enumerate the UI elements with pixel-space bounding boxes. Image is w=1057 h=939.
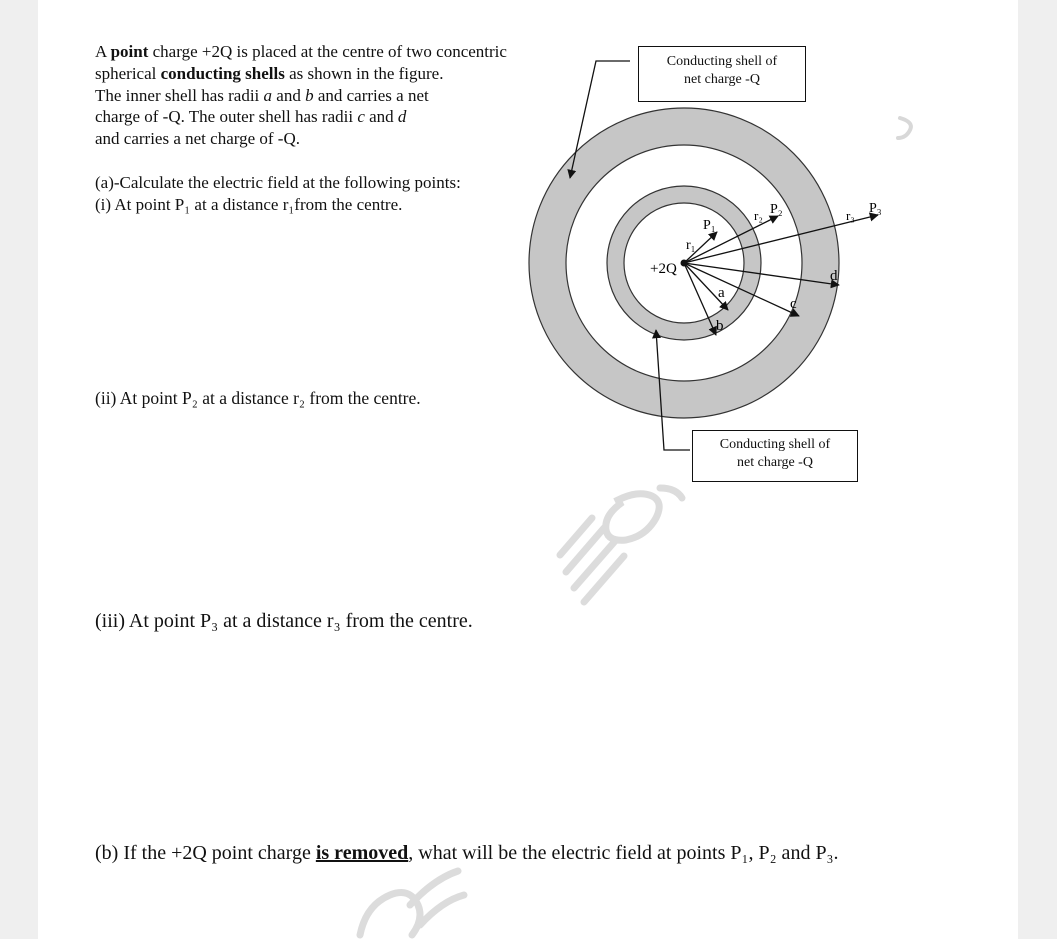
charge-label: +2Q (650, 261, 677, 277)
label-p2: P₂ (770, 202, 783, 217)
question-a-heading: (a)-Calculate the electric field at the following points: (95, 173, 461, 192)
label-p3: P₃ (869, 201, 882, 216)
intro-line-4: charge of -Q. The outer shell has radii c and d (95, 107, 407, 127)
intro-line-5: and carries a net charge of -Q. (95, 129, 300, 149)
intro-line-2: spherical conducting shells as shown in the figure. (95, 63, 444, 83)
label-c: c (790, 296, 797, 312)
label-b: b (716, 318, 724, 334)
label-a: a (718, 285, 725, 301)
intro-line-1: A point charge +2Q is placed at the centre of two concentric (95, 42, 507, 61)
label-d: d (830, 268, 838, 284)
intro-line-3: The inner shell has radii a and b and carries a net (95, 85, 429, 105)
question-a-i: (i) At point P₁ at a distance r₁from the centre. (95, 194, 403, 214)
label-r2: r₂ (754, 208, 763, 223)
inner-shell-callout-line2: net charge -Q (737, 455, 813, 470)
inner-shell-callout-line1: Conducting shell of (719, 437, 831, 452)
label-r1: r₁ (686, 238, 696, 253)
outer-shell-callout-line1: Conducting shell of (666, 54, 778, 69)
label-r3: r₃ (846, 208, 855, 223)
question-a-iii: (iii) At point P₃ at a distance r₃ from the centre. (95, 610, 473, 632)
question-b: (b) If the +2Q point charge is removed, what will be the electric field at points P₁, P₂ and P₃. (95, 842, 839, 864)
outer-shell-callout-line2: net charge -Q (684, 72, 760, 87)
label-p1: P₁ (703, 218, 716, 233)
question-a-ii: (ii) At point P₂ at a distance r₂ from the centre. (95, 388, 421, 408)
emphasis-removed: is removed (315, 842, 409, 864)
